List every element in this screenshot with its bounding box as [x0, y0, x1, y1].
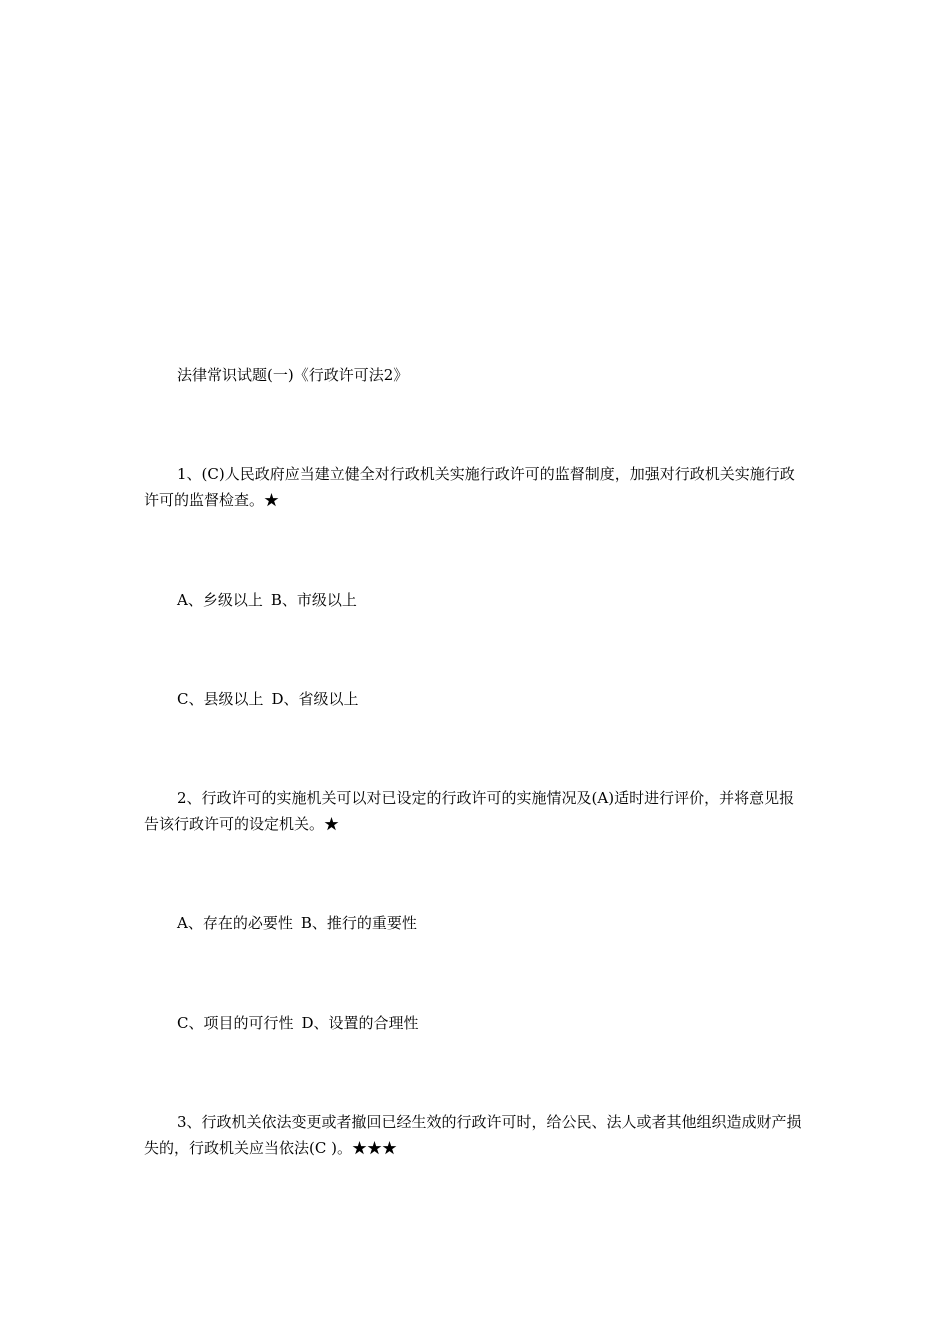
question-1-options-cd [144, 686, 808, 712]
question-2-options-cd [144, 1010, 808, 1036]
question-1-option-b: B、市级以上 [270, 591, 357, 609]
question-2-option-b: B、推行的重要性 [300, 914, 417, 932]
question-1-option-c: C、县级以上 [177, 690, 264, 708]
question-1-option-a: A、乡级以上 [177, 591, 263, 609]
question-3-text: 3、行政机关依法变更或者撤回已经生效的行政许可时，给公民、法人或者其他组织造成财产损失的，行政机关应当依法(C )。★★★ [144, 1113, 802, 1157]
question-2-options-ab [144, 910, 808, 936]
question-2-option-d: D、设置的合理性 [301, 1014, 419, 1032]
document-title: 法律常识试题(一)《行政许可法2》 [177, 366, 409, 384]
question-1-option-d: D、省级以上 [271, 690, 359, 708]
question-2-option-c: C、项目的可行性 [177, 1014, 294, 1032]
question-2-text: 2、行政许可的实施机关可以对已设定的行政许可的实施情况及(A)适时进行评价，并将意见报告该行政许可的设定机关。★ [144, 789, 795, 833]
question-1-text: 1、(C)人民政府应当建立健全对行政机关实施行政许可的监督制度，加强对行政机关实施行政许可的监督检查。★ [144, 465, 795, 509]
question-1-options-ab [144, 587, 808, 613]
question-2-option-a: A、存在的必要性 [177, 914, 293, 932]
